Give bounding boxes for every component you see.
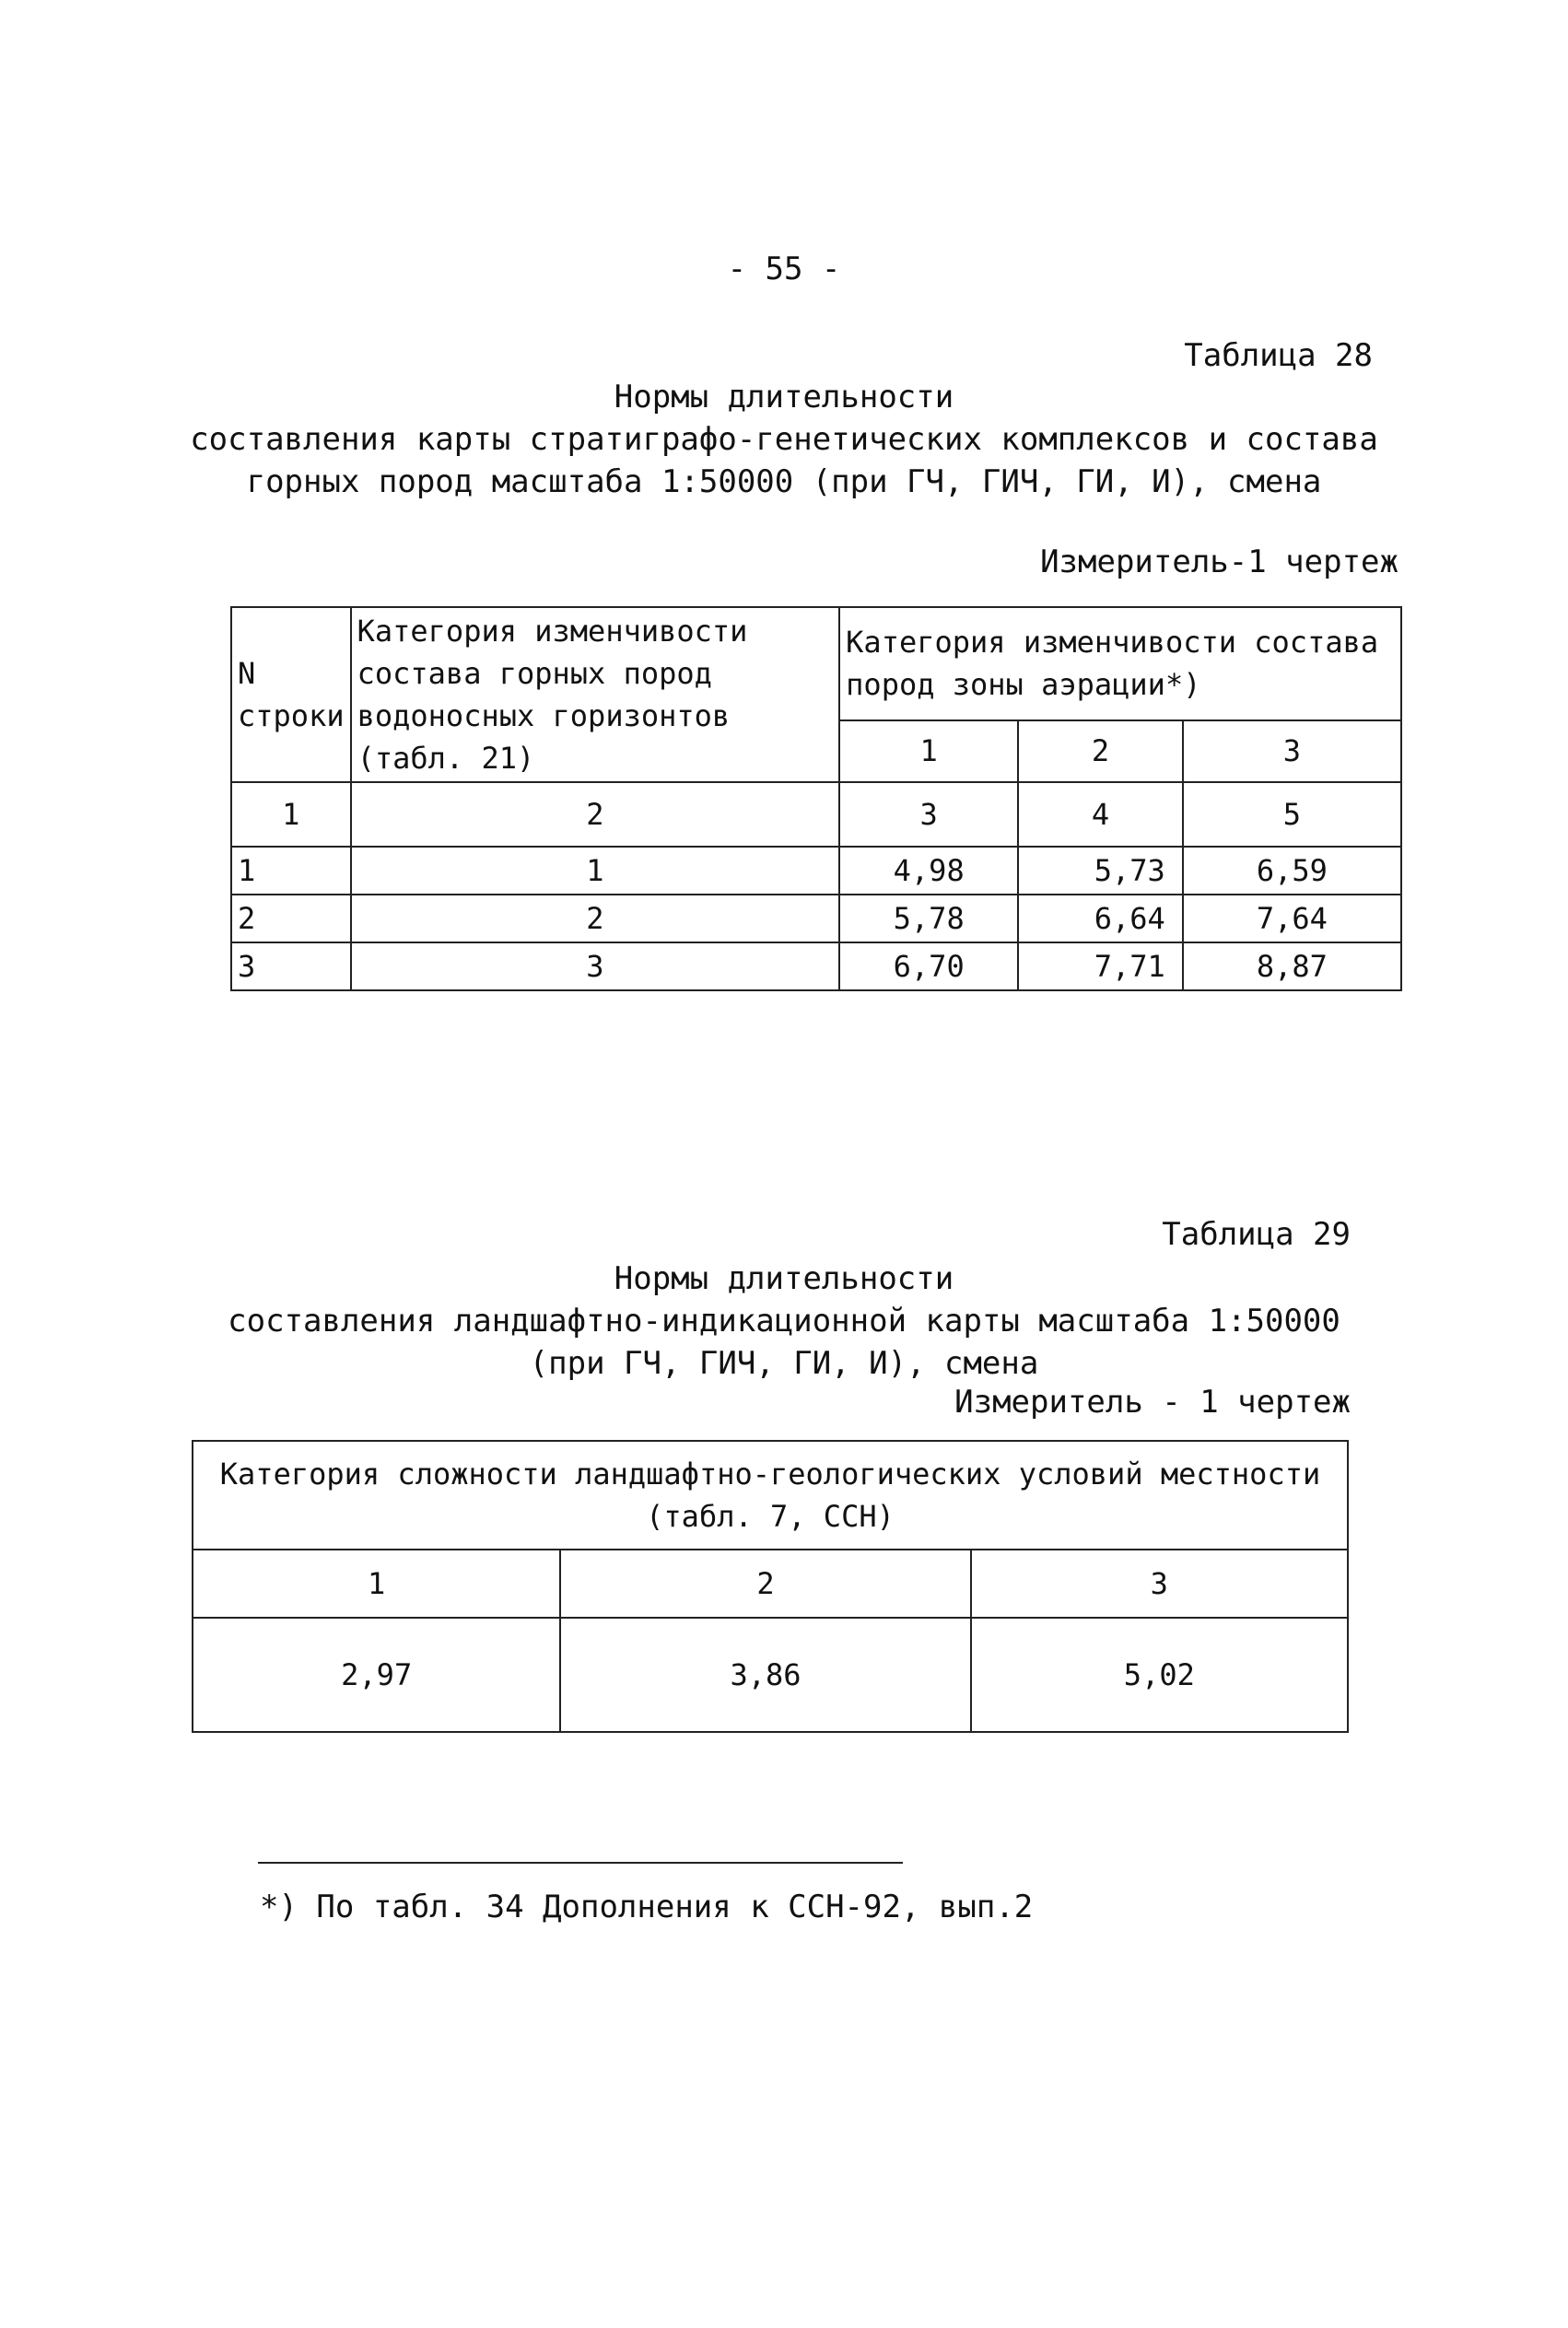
table-28-caption [0,376,1568,503]
table-29-label: Таблица 29 [1162,1216,1351,1253]
row-line-number: 1 [231,847,351,895]
column-number-1: 1 [231,782,351,847]
table-29 [192,1440,1349,1733]
table-29-header [193,1441,1348,1550]
column-number-3: 3 [971,1550,1348,1618]
column-number-1: 1 [193,1550,560,1618]
header-subcol-3: 3 [1183,720,1401,783]
row-value: 6,70 [839,942,1018,990]
row-value: 5,78 [839,895,1018,942]
row-value: 5,73 [1018,847,1183,895]
column-number-3: 3 [839,782,1018,847]
footnote-divider [258,1862,903,1864]
table-28-caption-line-3: горных пород масштаба 1:50000 (при ГЧ, ГИЧ, ГИ, И), смена [246,463,1322,500]
table-28 [230,606,1402,991]
header-subcol-2: 2 [1018,720,1183,783]
row-line-number: 2 [231,895,351,942]
row-value: 8,87 [1183,942,1401,990]
table-row [231,847,1401,895]
header-rock-category: Категория изменчивости состава горных пород водоносных горизонтов (табл. 21) [351,607,840,782]
row-line-number: 3 [231,942,351,990]
table-28-caption-line-2: составления карты стратиграфо-генетических комплексов и состава [190,421,1378,458]
table-29-caption-line-2: составления ландшафтно-индикационной карты масштаба 1:50000 [228,1303,1340,1339]
table-29-measure: Измеритель - 1 чертеж [954,1384,1351,1421]
row-rock-category: 1 [351,847,840,895]
row-value: 5,02 [971,1618,1348,1732]
table-29-header-line-2: (табл. 7, ССН) [646,1499,895,1534]
table-29-header-line-1: Категория сложности ландшафтно-геологических условий местности [219,1456,1321,1492]
table-29-caption-line-3: (при ГЧ, ГИЧ, ГИ, И), смена [529,1345,1039,1382]
header-subcol-1: 1 [839,720,1018,783]
row-value: 7,64 [1183,895,1401,942]
row-value: 7,71 [1018,942,1183,990]
row-rock-category: 3 [351,942,840,990]
column-number-2: 2 [560,1550,970,1618]
page-number: - 55 - [727,251,841,287]
header-aeration-category: Категория изменчивости состава пород зоны аэрации*) [839,607,1401,720]
row-value: 4,98 [839,847,1018,895]
table-28-label: Таблица 28 [1184,337,1373,374]
column-number-2: 2 [351,782,840,847]
table-29-caption-line-1: Нормы длительности [614,1260,954,1297]
table-row [193,1618,1348,1732]
table-29-caption [0,1258,1568,1385]
column-number-4: 4 [1018,782,1183,847]
row-value: 6,59 [1183,847,1401,895]
header-line-number: N строки [231,607,351,782]
row-value: 2,97 [193,1618,560,1732]
table-row [231,895,1401,942]
row-value: 6,64 [1018,895,1183,942]
row-rock-category: 2 [351,895,840,942]
row-value: 3,86 [560,1618,970,1732]
column-number-5: 5 [1183,782,1401,847]
table-28-measure: Измеритель-1 чертеж [1040,544,1398,580]
table-row [231,942,1401,990]
footnote: *) По табл. 34 Дополнения к ССН-92, вып.2 [260,1889,1034,1925]
table-28-caption-line-1: Нормы длительности [614,379,954,415]
